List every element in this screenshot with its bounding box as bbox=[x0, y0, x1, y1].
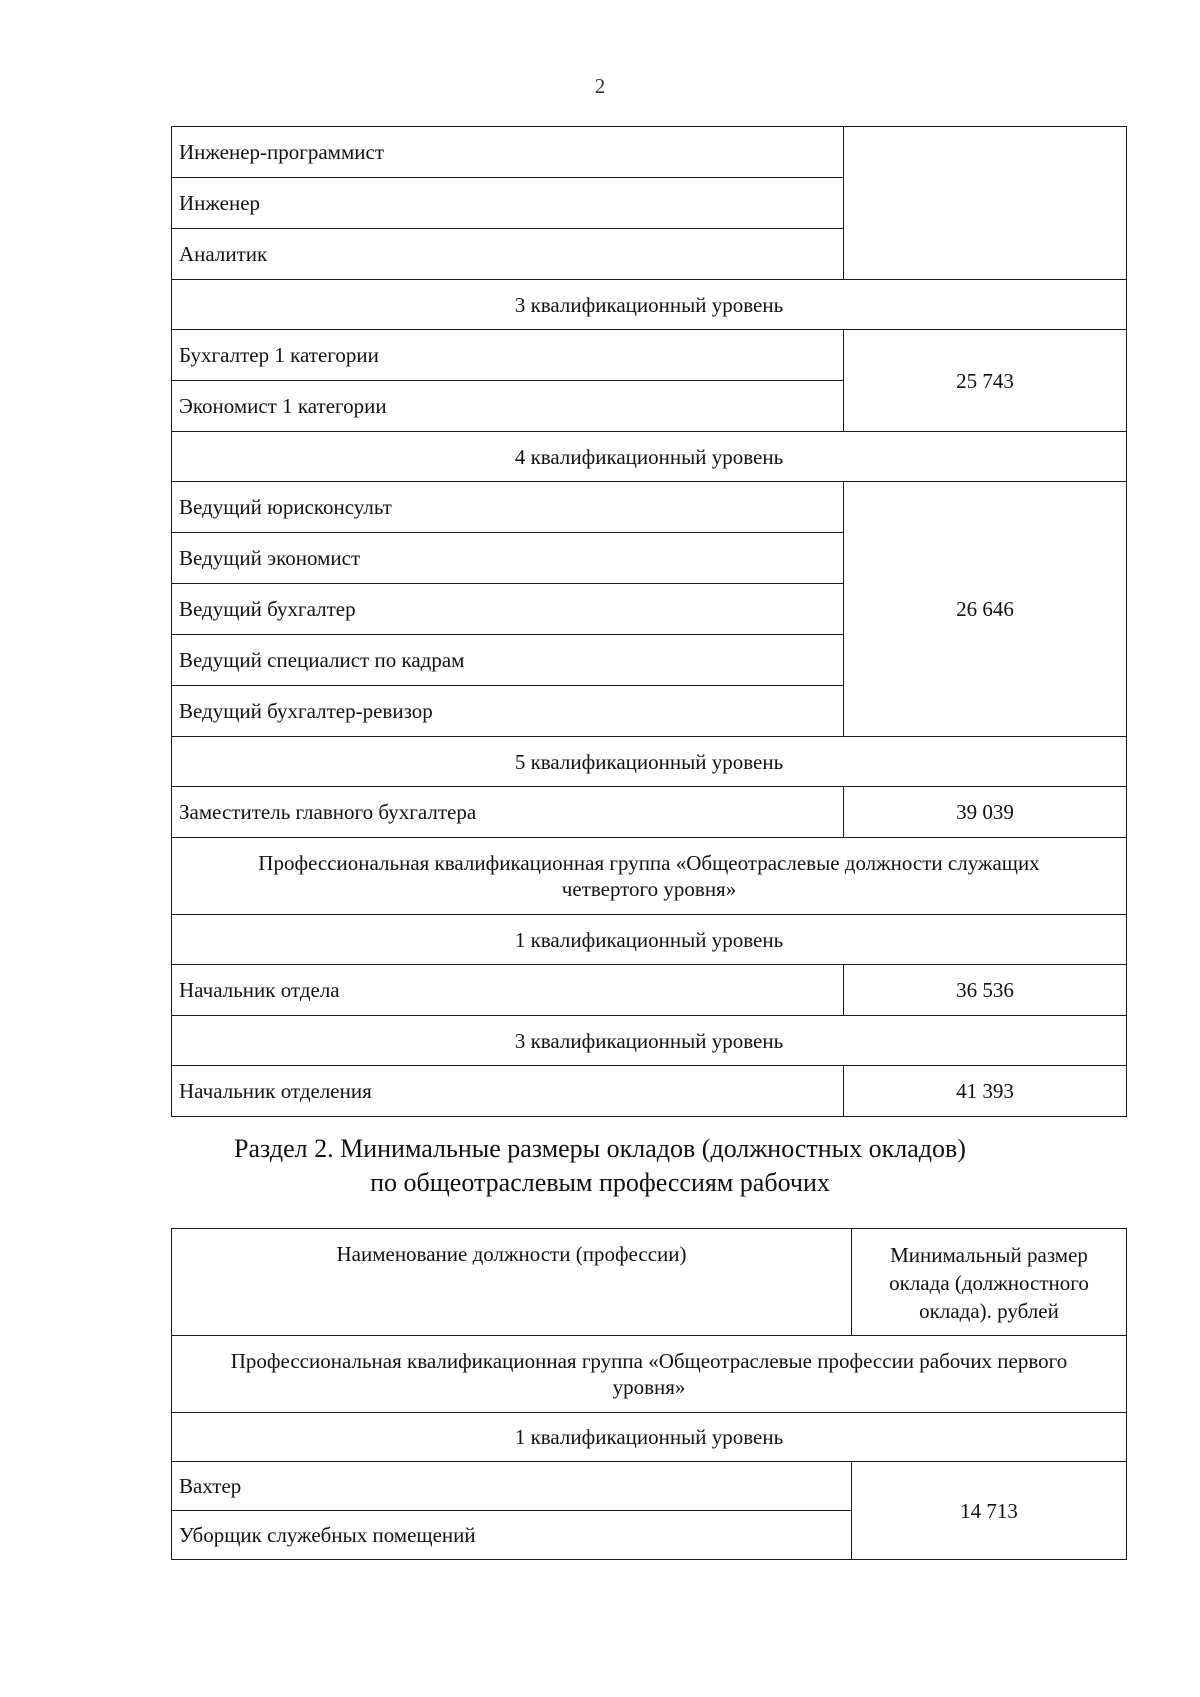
table-row bbox=[172, 482, 1127, 533]
position-name: Начальник отделения bbox=[172, 1066, 844, 1117]
level-heading-row bbox=[172, 915, 1127, 965]
level-heading: 3 квалификационный уровень bbox=[172, 280, 1127, 330]
salary-value: 14 713 bbox=[852, 1462, 1127, 1560]
salary-value: 36 536 bbox=[844, 965, 1127, 1016]
position-name: Ведущий бухгалтер bbox=[172, 584, 844, 635]
position-name: Вахтер bbox=[172, 1462, 852, 1511]
table-row bbox=[172, 1066, 1127, 1117]
table-row bbox=[172, 965, 1127, 1016]
salary-value: 26 646 bbox=[844, 482, 1127, 737]
position-name: Начальник отдела bbox=[172, 965, 844, 1016]
column-header-name: Наименование должности (профессии) bbox=[172, 1229, 852, 1336]
position-name: Аналитик bbox=[172, 229, 844, 280]
group-heading: Профессиональная квалификационная группа «Общеотраслевые должности служащих четвертого уровня» bbox=[172, 838, 1127, 915]
table-row bbox=[172, 330, 1127, 381]
salary-value-empty bbox=[844, 127, 1127, 280]
level-heading-row bbox=[172, 1016, 1127, 1066]
group-heading-row bbox=[172, 1336, 1127, 1413]
level-heading-row bbox=[172, 280, 1127, 330]
page-number: 2 bbox=[594, 74, 606, 98]
level-heading: 5 квалификационный уровень bbox=[172, 737, 1127, 787]
level-heading: 1 квалификационный уровень bbox=[172, 915, 1127, 965]
salary-value: 25 743 bbox=[844, 330, 1127, 432]
table-row bbox=[172, 787, 1127, 838]
salary-value: 39 039 bbox=[844, 787, 1127, 838]
position-name: Уборщик служебных помещений bbox=[172, 1511, 852, 1560]
table-row bbox=[172, 1462, 1127, 1511]
section-title-line1: Раздел 2. Минимальные размеры окладов (должностных окладов) bbox=[234, 1134, 966, 1163]
salary-table-section1-continued bbox=[171, 126, 1127, 1117]
position-name: Экономист 1 категории bbox=[172, 381, 844, 432]
salary-value: 41 393 bbox=[844, 1066, 1127, 1117]
group-heading-row bbox=[172, 838, 1127, 915]
section-title-line2: по общеотраслевым профессиям рабочих bbox=[370, 1168, 830, 1197]
position-name: Ведущий юрисконсульт bbox=[172, 482, 844, 533]
table-header-row bbox=[172, 1229, 1127, 1336]
table-row bbox=[172, 127, 1127, 178]
column-header-salary: Минимальный размер оклада (должностного оклада). рублей bbox=[852, 1229, 1127, 1336]
position-name: Инженер-программист bbox=[172, 127, 844, 178]
level-heading: 4 квалификационный уровень bbox=[172, 432, 1127, 482]
position-name: Бухгалтер 1 категории bbox=[172, 330, 844, 381]
group-heading: Профессиональная квалификационная группа «Общеотраслевые профессии рабочих первого уровня» bbox=[172, 1336, 1127, 1413]
section-title bbox=[0, 1132, 1200, 1200]
salary-table-section2 bbox=[171, 1228, 1127, 1560]
position-name: Ведущий специалист по кадрам bbox=[172, 635, 844, 686]
position-name: Заместитель главного бухгалтера bbox=[172, 787, 844, 838]
level-heading: 1 квалификационный уровень bbox=[172, 1413, 1127, 1462]
position-name: Ведущий экономист bbox=[172, 533, 844, 584]
level-heading: 3 квалификационный уровень bbox=[172, 1016, 1127, 1066]
level-heading-row bbox=[172, 432, 1127, 482]
position-name: Ведущий бухгалтер-ревизор bbox=[172, 686, 844, 737]
level-heading-row bbox=[172, 1413, 1127, 1462]
position-name: Инженер bbox=[172, 178, 844, 229]
level-heading-row bbox=[172, 737, 1127, 787]
